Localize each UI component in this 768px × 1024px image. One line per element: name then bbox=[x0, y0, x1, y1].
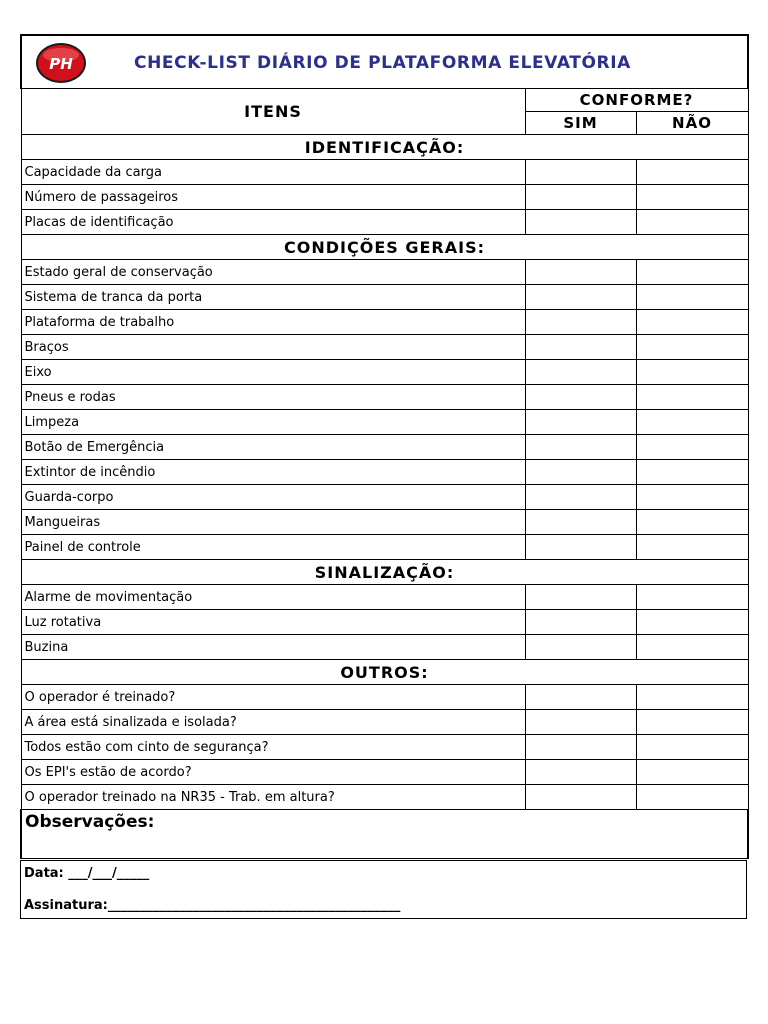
nao-checkbox-cell[interactable] bbox=[636, 160, 748, 185]
item-label: Buzina bbox=[21, 635, 525, 660]
item-label: Sistema de tranca da porta bbox=[21, 285, 525, 310]
sim-checkbox-cell[interactable] bbox=[525, 635, 636, 660]
section-title: CONDIÇÕES GERAIS: bbox=[21, 235, 748, 260]
nao-checkbox-cell[interactable] bbox=[636, 210, 748, 235]
title-cell bbox=[21, 35, 748, 89]
observations-row bbox=[21, 810, 748, 859]
checklist-row bbox=[21, 735, 748, 760]
date-field[interactable]: Data: ___/___/_____ bbox=[24, 866, 150, 881]
nao-checkbox-cell[interactable] bbox=[636, 760, 748, 785]
section-title: OUTROS: bbox=[21, 660, 748, 685]
title-row bbox=[21, 35, 748, 89]
section-row bbox=[21, 235, 748, 260]
item-label: Guarda-corpo bbox=[21, 485, 525, 510]
sim-checkbox-cell[interactable] bbox=[525, 460, 636, 485]
nao-checkbox-cell[interactable] bbox=[636, 285, 748, 310]
checklist-sheet bbox=[20, 34, 747, 859]
header-conforme: CONFORME? bbox=[525, 89, 748, 112]
sim-checkbox-cell[interactable] bbox=[525, 210, 636, 235]
column-header-row bbox=[21, 89, 748, 112]
sim-checkbox-cell[interactable] bbox=[525, 160, 636, 185]
nao-checkbox-cell[interactable] bbox=[636, 435, 748, 460]
checklist-row bbox=[21, 385, 748, 410]
sim-checkbox-cell[interactable] bbox=[525, 585, 636, 610]
checklist-row bbox=[21, 360, 748, 385]
checklist-row bbox=[21, 535, 748, 560]
checklist-row bbox=[21, 335, 748, 360]
nao-checkbox-cell[interactable] bbox=[636, 385, 748, 410]
sim-checkbox-cell[interactable] bbox=[525, 385, 636, 410]
nao-checkbox-cell[interactable] bbox=[636, 310, 748, 335]
nao-checkbox-cell[interactable] bbox=[636, 410, 748, 435]
company-logo bbox=[35, 42, 87, 84]
item-label: Plataforma de trabalho bbox=[21, 310, 525, 335]
checklist-row bbox=[21, 785, 748, 810]
item-label: Placas de identificação bbox=[21, 210, 525, 235]
nao-checkbox-cell[interactable] bbox=[636, 535, 748, 560]
observations-label: Observações: bbox=[25, 812, 155, 832]
item-label: Mangueiras bbox=[21, 510, 525, 535]
sim-checkbox-cell[interactable] bbox=[525, 185, 636, 210]
nao-checkbox-cell[interactable] bbox=[636, 610, 748, 635]
sim-checkbox-cell[interactable] bbox=[525, 335, 636, 360]
signature-field[interactable]: Assinatura:_____________________________________________ bbox=[24, 898, 401, 913]
header-nao: NÃO bbox=[636, 112, 748, 135]
nao-checkbox-cell[interactable] bbox=[636, 585, 748, 610]
section-row bbox=[21, 135, 748, 160]
sim-checkbox-cell[interactable] bbox=[525, 310, 636, 335]
item-label: Luz rotativa bbox=[21, 610, 525, 635]
sim-checkbox-cell[interactable] bbox=[525, 360, 636, 385]
checklist-row bbox=[21, 410, 748, 435]
checklist-row bbox=[21, 610, 748, 635]
checklist-row bbox=[21, 310, 748, 335]
nao-checkbox-cell[interactable] bbox=[636, 260, 748, 285]
observations-field[interactable] bbox=[21, 810, 748, 859]
item-label: Limpeza bbox=[21, 410, 525, 435]
sim-checkbox-cell[interactable] bbox=[525, 410, 636, 435]
sim-checkbox-cell[interactable] bbox=[525, 610, 636, 635]
checklist-row bbox=[21, 510, 748, 535]
section-title: SINALIZAÇÃO: bbox=[21, 560, 748, 585]
checklist-row bbox=[21, 635, 748, 660]
header-sim: SIM bbox=[525, 112, 636, 135]
logo-text: PH bbox=[49, 55, 73, 73]
nao-checkbox-cell[interactable] bbox=[636, 710, 748, 735]
header-itens: ITENS bbox=[21, 89, 525, 135]
item-label: Pneus e rodas bbox=[21, 385, 525, 410]
checklist-row bbox=[21, 260, 748, 285]
item-label: Eixo bbox=[21, 360, 525, 385]
checklist-row bbox=[21, 760, 748, 785]
item-label: Extintor de incêndio bbox=[21, 460, 525, 485]
checklist-row bbox=[21, 185, 748, 210]
page-title: CHECK-LIST DIÁRIO DE PLATAFORMA ELEVATÓRIA bbox=[134, 53, 631, 73]
checklist-row bbox=[21, 460, 748, 485]
checklist-row bbox=[21, 160, 748, 185]
sim-checkbox-cell[interactable] bbox=[525, 760, 636, 785]
checklist-table bbox=[20, 34, 749, 859]
item-label: Capacidade da carga bbox=[21, 160, 525, 185]
nao-checkbox-cell[interactable] bbox=[636, 460, 748, 485]
sim-checkbox-cell[interactable] bbox=[525, 285, 636, 310]
item-label: Alarme de movimentação bbox=[21, 585, 525, 610]
checklist-row bbox=[21, 710, 748, 735]
nao-checkbox-cell[interactable] bbox=[636, 510, 748, 535]
item-label: Número de passageiros bbox=[21, 185, 525, 210]
sim-checkbox-cell[interactable] bbox=[525, 710, 636, 735]
checklist-row bbox=[21, 210, 748, 235]
footer-box bbox=[20, 860, 747, 919]
sim-checkbox-cell[interactable] bbox=[525, 510, 636, 535]
nao-checkbox-cell[interactable] bbox=[636, 485, 748, 510]
item-label: Botão de Emergência bbox=[21, 435, 525, 460]
item-label: Os EPI's estão de acordo? bbox=[21, 760, 525, 785]
item-label: O operador é treinado? bbox=[21, 685, 525, 710]
sim-checkbox-cell[interactable] bbox=[525, 535, 636, 560]
nao-checkbox-cell[interactable] bbox=[636, 785, 748, 810]
checklist-row bbox=[21, 485, 748, 510]
sim-checkbox-cell[interactable] bbox=[525, 685, 636, 710]
section-row bbox=[21, 560, 748, 585]
item-label: Estado geral de conservação bbox=[21, 260, 525, 285]
item-label: Todos estão com cinto de segurança? bbox=[21, 735, 525, 760]
nao-checkbox-cell[interactable] bbox=[636, 685, 748, 710]
sim-checkbox-cell[interactable] bbox=[525, 435, 636, 460]
checklist-row bbox=[21, 685, 748, 710]
item-label: Braços bbox=[21, 335, 525, 360]
nao-checkbox-cell[interactable] bbox=[636, 185, 748, 210]
nao-checkbox-cell[interactable] bbox=[636, 360, 748, 385]
sim-checkbox-cell[interactable] bbox=[525, 260, 636, 285]
section-title: IDENTIFICAÇÃO: bbox=[21, 135, 748, 160]
nao-checkbox-cell[interactable] bbox=[636, 335, 748, 360]
item-label: O operador treinado na NR35 - Trab. em altura? bbox=[21, 785, 525, 810]
checklist-row bbox=[21, 435, 748, 460]
sim-checkbox-cell[interactable] bbox=[525, 785, 636, 810]
item-label: A área está sinalizada e isolada? bbox=[21, 710, 525, 735]
checklist-row bbox=[21, 585, 748, 610]
item-label: Painel de controle bbox=[21, 535, 525, 560]
nao-checkbox-cell[interactable] bbox=[636, 635, 748, 660]
checklist-row bbox=[21, 285, 748, 310]
sim-checkbox-cell[interactable] bbox=[525, 735, 636, 760]
sim-checkbox-cell[interactable] bbox=[525, 485, 636, 510]
section-row bbox=[21, 660, 748, 685]
nao-checkbox-cell[interactable] bbox=[636, 735, 748, 760]
